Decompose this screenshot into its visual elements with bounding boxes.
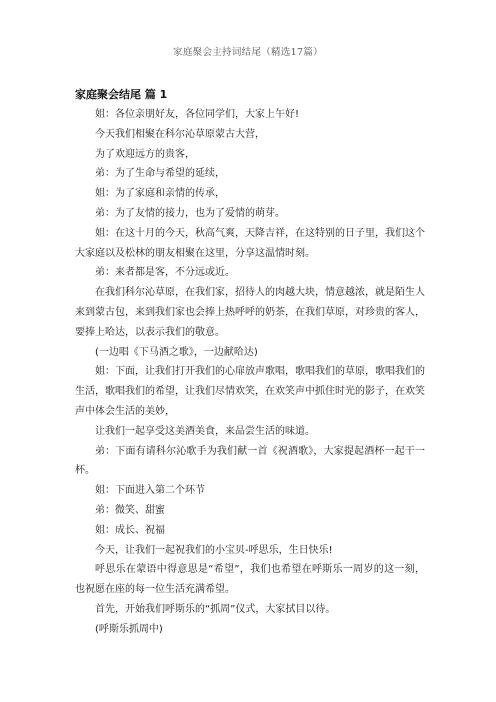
- paragraph: 弟：为了生命与希望的延续，: [95, 168, 225, 180]
- paragraph: 姐：下面，让我们打开我们的心扉放声歌唱，歌唱我们的草原，歌唱我们的生活，歌唱我们的希望，让我们尽情欢笑，在欢笑声中抓住时光的影子，在欢笑声中体会生活的美妙，: [75, 366, 425, 417]
- paragraph: 姐：各位亲朋好友，各位同学们，大家上午好!: [95, 109, 300, 120]
- paragraph: 在我们科尔沁草原，在我们家，招待人的肉越大块，情意越浓，就是陌生人来到蒙古包，来到我们家也会捧上热呼呼的奶茶，在我们草原，对珍贵的客人，要捧上哈达，以表示我们的敬意。: [75, 287, 425, 338]
- paragraph: 首先，开始我们呼斯乐的“抓周”仪式，大家拭目以待。: [95, 603, 336, 615]
- paragraph: (呼斯乐抓周中): [95, 623, 163, 635]
- paragraph: 今天，让我们一起祝我们的小宝贝-呼思乐，生日快乐!: [95, 544, 333, 556]
- paragraph: 姐：为了家庭和亲情的传承，: [95, 188, 225, 200]
- paragraph: 弟：为了友情的接力，也为了爱情的萌芽。: [95, 207, 285, 219]
- paragraph: 弟：下面有请科尔沁歌手为我们献一首《祝酒歌》，大家提起酒杯一起干一杯。: [75, 445, 425, 477]
- paragraph: 让我们一起享受这美酒美食，来品尝生活的味道。: [95, 425, 315, 437]
- paragraph: 姐：成长、祝福: [95, 524, 165, 536]
- page-header-title: 家庭聚会主持词结尾（精选17篇）: [173, 47, 323, 58]
- section-title: 家庭聚会结尾 篇 1: [75, 88, 168, 101]
- paragraph: 呼思乐在蒙语中得意思是“希望”，我们也希望在呼斯乐一周岁的这一刻，也祝愿在座的每一位生活充满希望。: [75, 564, 425, 596]
- paragraph: 今天我们相聚在科尔沁草原蒙古大营，: [95, 128, 265, 140]
- paragraph: 弟：来者都是客，不分远或近。: [95, 267, 235, 279]
- paragraph: 弟：微笑、甜蜜: [95, 504, 165, 516]
- paragraph: 为了欢迎远方的贵客，: [95, 148, 195, 160]
- paragraph: 姐：在这十月的今天，秋高气爽，天降吉祥，在这特别的日子里，我们这个大家庭以及松林的朋友相聚在这里，分享这温情时刻。: [75, 227, 425, 259]
- document-body: [75, 86, 425, 640]
- paragraph: (一边唱《下马酒之歌》，一边献哈达): [95, 346, 258, 358]
- paragraph: 姐：下面进入第二个环节: [95, 485, 205, 497]
